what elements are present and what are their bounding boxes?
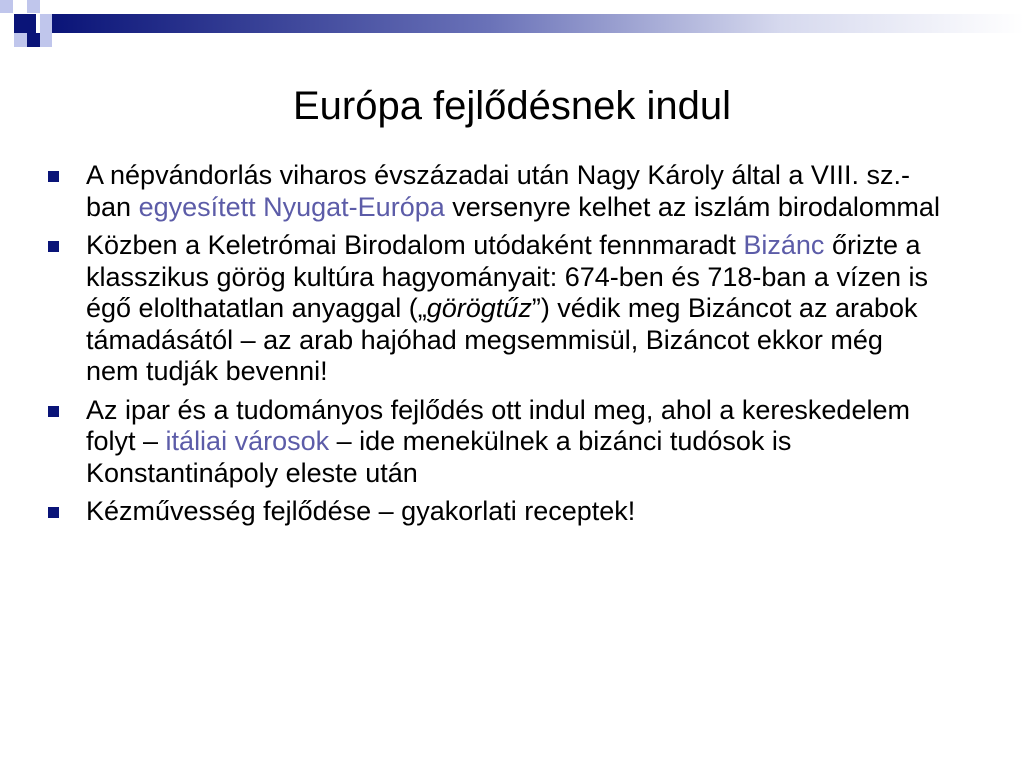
bullet-item <box>40 230 940 388</box>
bullet-square-icon <box>48 241 59 252</box>
highlighted-term: itáliai városok <box>165 426 330 456</box>
decor-square <box>14 14 36 33</box>
decor-square <box>27 33 40 47</box>
bullet-text: – ide menekülnek a bizánci tudósok is Konstantinápoly eleste után <box>86 426 792 488</box>
bullet-list <box>40 160 940 535</box>
bullet-text: Az ipar és a tudományos fejlődés ott indul meg, ahol a kereskedelem folyt – <box>86 394 910 456</box>
highlighted-term: Bizánc <box>743 230 825 260</box>
decorative-header <box>0 0 1024 60</box>
bullet-text: Közben a Keletrómai Birodalom utódaként fennmaradt <box>86 230 744 260</box>
decor-square <box>27 0 40 13</box>
decor-square <box>0 0 13 13</box>
bullet-text: Kézművesség fejlődése – gyakorlati receptek! <box>86 496 636 526</box>
decor-square <box>40 33 52 47</box>
bullet-square-icon <box>48 507 59 518</box>
slide-title: Európa fejlődésnek indul <box>292 84 732 128</box>
bullet-text: A népvándorlás viharos évszázadai után Nagy Károly által a VIII. sz.-ban <box>86 160 910 222</box>
bullet-square-icon <box>48 171 59 182</box>
italic-term: görögtűz <box>426 293 532 323</box>
decor-square <box>14 33 27 47</box>
bullet-item <box>40 395 940 490</box>
decor-square <box>40 14 52 33</box>
bullet-text: ”) védik meg Bizáncot az arabok támadásától – az arab hajóhad megsemmisül, Bizáncot ekkor még nem tudják bevenni! <box>86 293 918 386</box>
highlighted-term: egyesített Nyugat-Európa <box>138 191 445 222</box>
bullet-item <box>40 160 940 223</box>
bullet-item <box>40 496 940 528</box>
bullet-text: őrizte a klasszikus görög kultúra hagyományait: 674-ben és 718-ban a vízen is égő elolthatatlan anyaggal („ <box>86 230 928 323</box>
bullet-text: versenyre kelhet az iszlám birodalommal <box>444 191 940 222</box>
gradient-bar <box>52 14 1024 33</box>
bullet-square-icon <box>48 406 59 417</box>
